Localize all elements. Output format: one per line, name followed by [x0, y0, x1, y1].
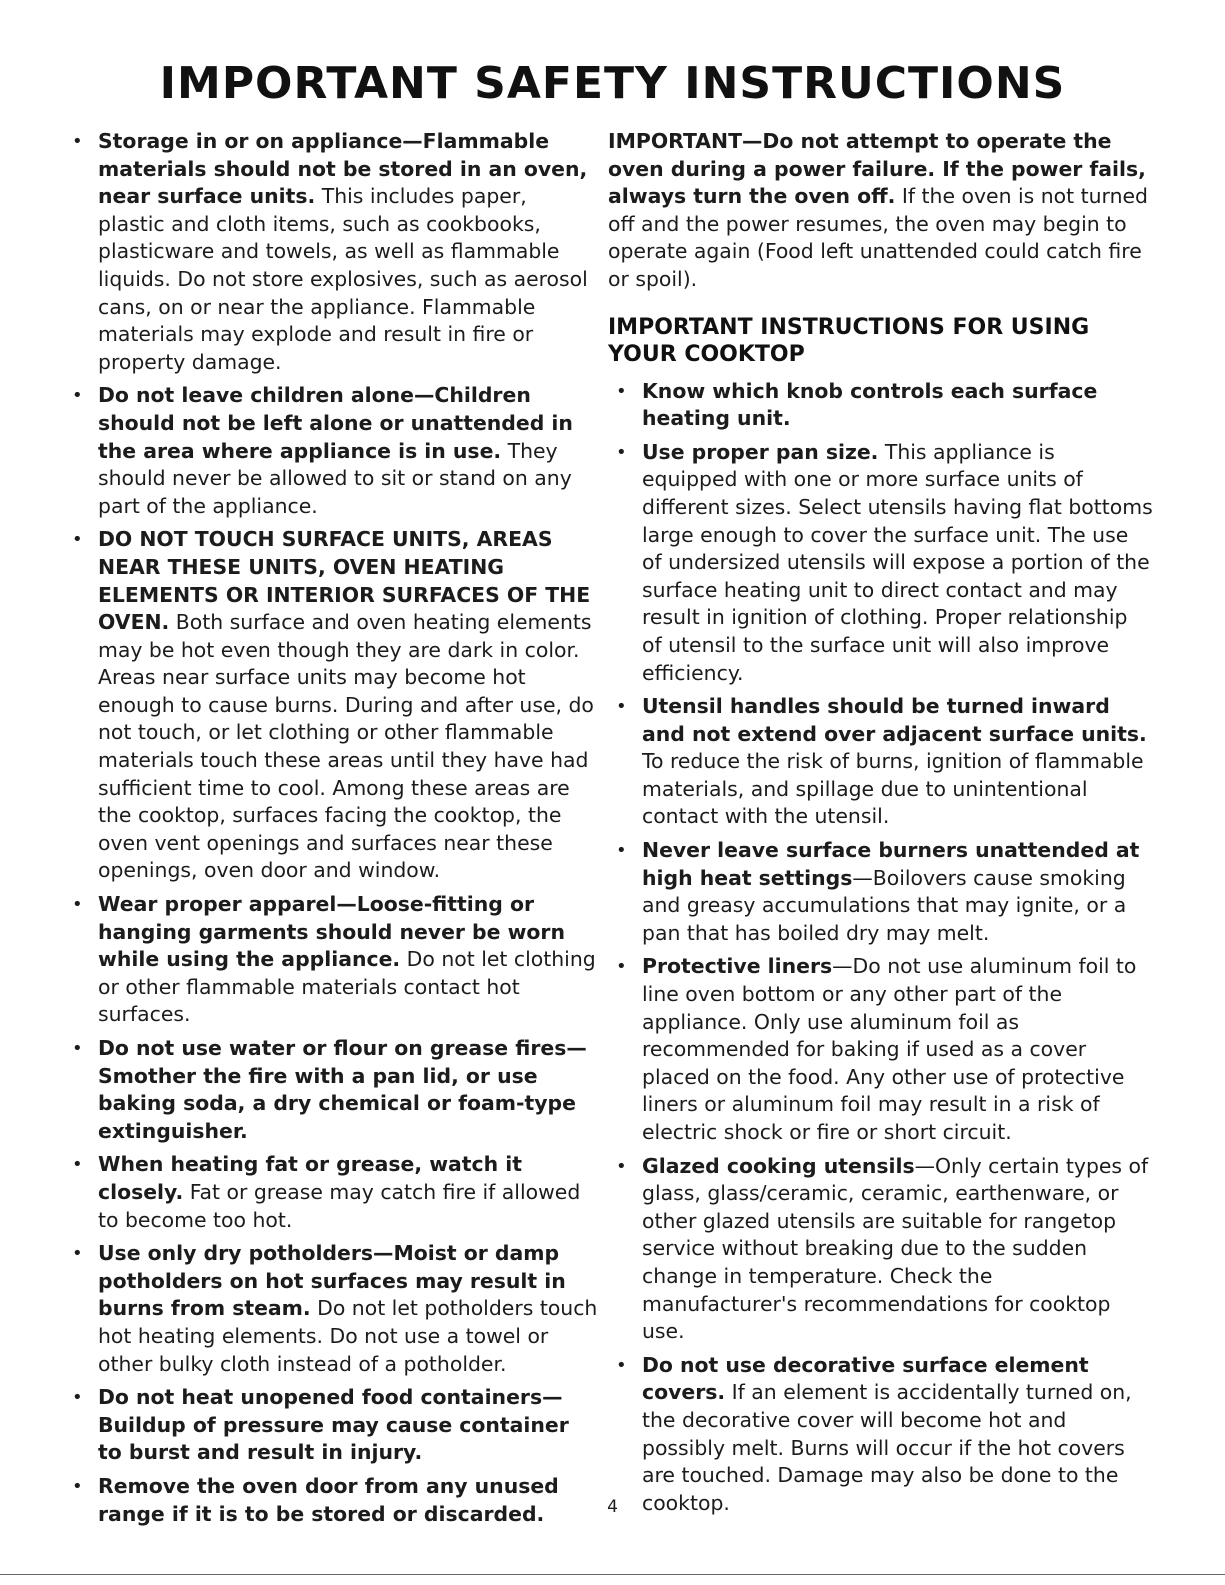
item-body: This appliance is equipped with one or more surface units of different sizes. Select utensils having flat bottoms large enough to cover the surface unit. The use of undersized utensils will expose a portion of the surface heating unit to direct contact and may result in ignition of clothing. Proper relationship of utensil to the surface unit will also improve efficiency. [642, 439, 1153, 685]
bullet-icon: • [616, 1155, 627, 1177]
item-heading: Utensil handles should be turned inward and not extend over adjacent surface units. [642, 694, 1147, 746]
item-heading: Never leave surface burners unattended at high heat settings [642, 838, 1140, 890]
list-item [608, 837, 1153, 947]
bullet-icon: • [616, 840, 627, 862]
bullet-icon: • [616, 380, 627, 402]
item-body: If an element is accidentally turned on, the decorative cover will become hot and possibly melt. Burns will occur if the hot covers are touched. Damage may also be done to the cooktop. [642, 1380, 1132, 1515]
item-body: —Only certain types of glass, glass/ceramic, ceramic, earthenware, or other glazed utensils are suitable for rangetop service without breaking due to the sudden change in temperature. Check the manufacturer's recommendations for cooktop use. [642, 1153, 1149, 1344]
bullet-icon: • [72, 131, 83, 152]
bullet-icon: • [616, 441, 627, 463]
bullet-icon: • [616, 1354, 627, 1376]
page-title: IMPORTANT SAFETY INSTRUCTIONS [159, 58, 1066, 109]
item-body: Fat or grease may catch fire if allowed to become too hot. [98, 1179, 581, 1232]
right-column [608, 128, 1153, 1523]
item-body: Do not let clothing or other flammable materials contact hot surfaces. [98, 947, 596, 1027]
bullet-icon: • [72, 894, 83, 916]
list-item [608, 439, 1153, 687]
bullet-icon: • [72, 1387, 83, 1409]
item-heading: Know which knob controls each surface heating unit. [642, 378, 1098, 431]
bullet-icon: • [72, 1154, 83, 1176]
item-body: This includes paper, plastic and cloth items, such as cookbooks, plasticware and towels, as well as flammable liquids. Do not store explosives, such as aerosol cans, on or near the appliance. Flammable materials may explode and result in fire or property damage. [98, 184, 588, 374]
bullet-icon: • [616, 956, 627, 978]
item-heading: Storage in or on appliance—Flammable materials should not be stored in an oven, near surface units. [98, 129, 588, 209]
item-heading: Do not heat unopened food containers—Buildup of pressure may cause container to burst and result in injury. [98, 1385, 569, 1465]
bullet-icon: • [72, 1243, 83, 1265]
bullet-icon: • [72, 1475, 83, 1497]
page-number: 4 [607, 1497, 618, 1517]
item-body: Do not let potholders touch hot heating elements. Do not use a towel or other bulky cloth instead of a potholder. [98, 1296, 598, 1376]
list-item [64, 1151, 599, 1234]
list-item [64, 891, 599, 1029]
item-heading: Use proper pan size. [642, 439, 879, 464]
item-heading: Protective liners [642, 954, 833, 979]
bullet-icon: • [72, 529, 83, 551]
item-body: Both surface and oven heating elements may be hot even though they are dark in color. Areas near surface units may become hot enough to cause burns. During and after use, do not touch, or let clothing or other flammable materials touch these areas until they have had sufficient time to cool. Among these areas are the cooktop, surfaces facing the cooktop, the oven vent openings and surfaces near these openings, oven door and window. [98, 610, 594, 883]
item-body: —Boilovers cause smoking and greasy accumulations that may ignite, or a pan that has boiled dry may melt. [642, 865, 1127, 945]
bullet-icon: • [616, 696, 627, 718]
item-heading: Do not leave children alone—Children should not be left alone or unattended in the area where appliance is in use. [98, 383, 573, 463]
paragraph-heading: IMPORTANT—Do not attempt to operate the oven during a power failure. If the power fails, always turn the oven off. [608, 129, 1146, 209]
list-item [608, 378, 1153, 433]
bullet-icon: • [72, 385, 83, 407]
bullet-icon: • [72, 1038, 83, 1059]
list-item [64, 382, 599, 520]
list-item [608, 953, 1153, 1146]
item-heading: Use only dry potholders—Moist or damp potholders on hot surfaces may result in burns from steam. [98, 1241, 566, 1321]
item-heading: Do not use water or flour on grease fires—Smother the fire with a pan lid, or use baking soda, a dry chemical or foam-type extinguisher. [98, 1036, 587, 1143]
list-item [64, 128, 599, 376]
item-heading: DO NOT TOUCH SURFACE UNITS, AREAS NEAR THESE UNITS, OVEN HEATING ELEMENTS OR INTERIOR SURFACES OF THE OVEN. [98, 527, 591, 635]
item-heading: Remove the oven door from any unused range if it is to be stored or discarded. [98, 1473, 559, 1526]
item-body: They should never be allowed to sit or stand on any part of the appliance. [98, 438, 572, 518]
item-heading: When heating fat or grease, watch it closely. [98, 1152, 522, 1204]
list-item [608, 693, 1153, 831]
item-heading: Wear proper apparel—Loose-fitting or hanging garments should never be worn while using the appliance. [98, 892, 566, 972]
item-body: —Do not use aluminum foil to line oven bottom or any other part of the appliance. Only use aluminum foil as recommended for baking if used as a cover placed on the food. Any other use of protective liners or aluminum foil may result in a risk of electric shock or fire or short circuit. [642, 954, 1137, 1144]
list-item [608, 1153, 1153, 1346]
list-item [64, 1384, 599, 1467]
item-body: To reduce the risk of burns, ignition of flammable materials, and spillage due to unintentional contact with the utensil. [642, 749, 1144, 829]
paragraph-body: If the oven is not turned off and the power resumes, the oven may begin to operate again (Food left unattended could catch fire or spoil). [608, 184, 1148, 291]
list-item [64, 1035, 599, 1145]
power-failure-paragraph [608, 128, 1153, 294]
left-column [64, 128, 599, 1534]
list-item [64, 1240, 599, 1378]
item-heading: Do not use decorative surface element covers. [642, 1352, 1089, 1405]
list-item [608, 1352, 1153, 1518]
bottom-divider [0, 1574, 1225, 1575]
section-heading: IMPORTANT INSTRUCTIONS FOR USING YOUR COOKTOP [608, 314, 1090, 367]
item-heading: Glazed cooking utensils [642, 1153, 915, 1178]
list-item [64, 526, 599, 885]
